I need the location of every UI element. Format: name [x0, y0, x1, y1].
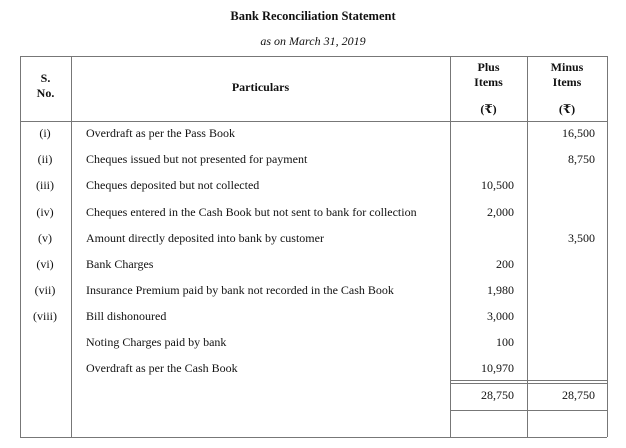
row-particulars: Noting Charges paid by bank [86, 335, 227, 349]
plus-items-header: Plus Items (₹) [474, 60, 503, 116]
sno-header: S. No. [36, 71, 55, 100]
row-sno: (v) [38, 231, 52, 245]
table-bottom-border [20, 437, 607, 438]
row-sno: (vii) [34, 283, 56, 297]
row-particulars: Cheques deposited but not collected [86, 178, 260, 192]
minus-items-header: Minus Items (₹) [550, 60, 584, 116]
row-particulars: Bill dishonoured [86, 309, 167, 323]
row-plus: 1,980 [487, 283, 514, 297]
statement-title: Bank Reconciliation Statement [230, 9, 396, 23]
header-bottom-border [20, 121, 607, 122]
row-particulars: Overdraft as per the Pass Book [86, 126, 235, 140]
row-sno: (ii) [37, 152, 53, 166]
row-plus: 10,500 [481, 178, 514, 192]
row-plus: 100 [496, 335, 514, 349]
sno-divider [71, 56, 72, 437]
row-sno: (iii) [36, 178, 54, 192]
row-sno: (vi) [36, 257, 54, 271]
row-sno: (iv) [36, 205, 54, 219]
row-plus: 10,970 [481, 361, 514, 375]
total-plus: 28,750 [481, 388, 514, 402]
row-particulars: Insurance Premium paid by bank not recorded in the Cash Book [86, 283, 394, 297]
row-particulars: Cheques entered in the Cash Book but not sent to bank for collection [86, 205, 417, 219]
statement-date: as on March 31, 2019 [260, 34, 366, 48]
table-top-border [20, 56, 607, 57]
row-plus: 3,000 [487, 309, 514, 323]
row-minus: 16,500 [562, 126, 595, 140]
table-right-border [607, 56, 608, 437]
row-minus: 8,750 [568, 152, 595, 166]
row-sno: (viii) [33, 309, 57, 323]
total-minus: 28,750 [562, 388, 595, 402]
totals-top-border [450, 380, 607, 381]
row-sno: (i) [39, 126, 51, 140]
totals-top-border-double [450, 383, 607, 384]
table-left-border [20, 56, 21, 437]
row-particulars: Cheques issued but not presented for payment [86, 152, 308, 166]
row-particulars: Bank Charges [86, 257, 154, 271]
row-minus: 3,500 [568, 231, 595, 245]
totals-bottom-border [450, 410, 607, 411]
particulars-header: Particulars [231, 80, 290, 94]
row-plus: 200 [496, 257, 514, 271]
row-plus: 2,000 [487, 205, 514, 219]
row-particulars: Overdraft as per the Cash Book [86, 361, 238, 375]
row-particulars: Amount directly deposited into bank by customer [86, 231, 324, 245]
